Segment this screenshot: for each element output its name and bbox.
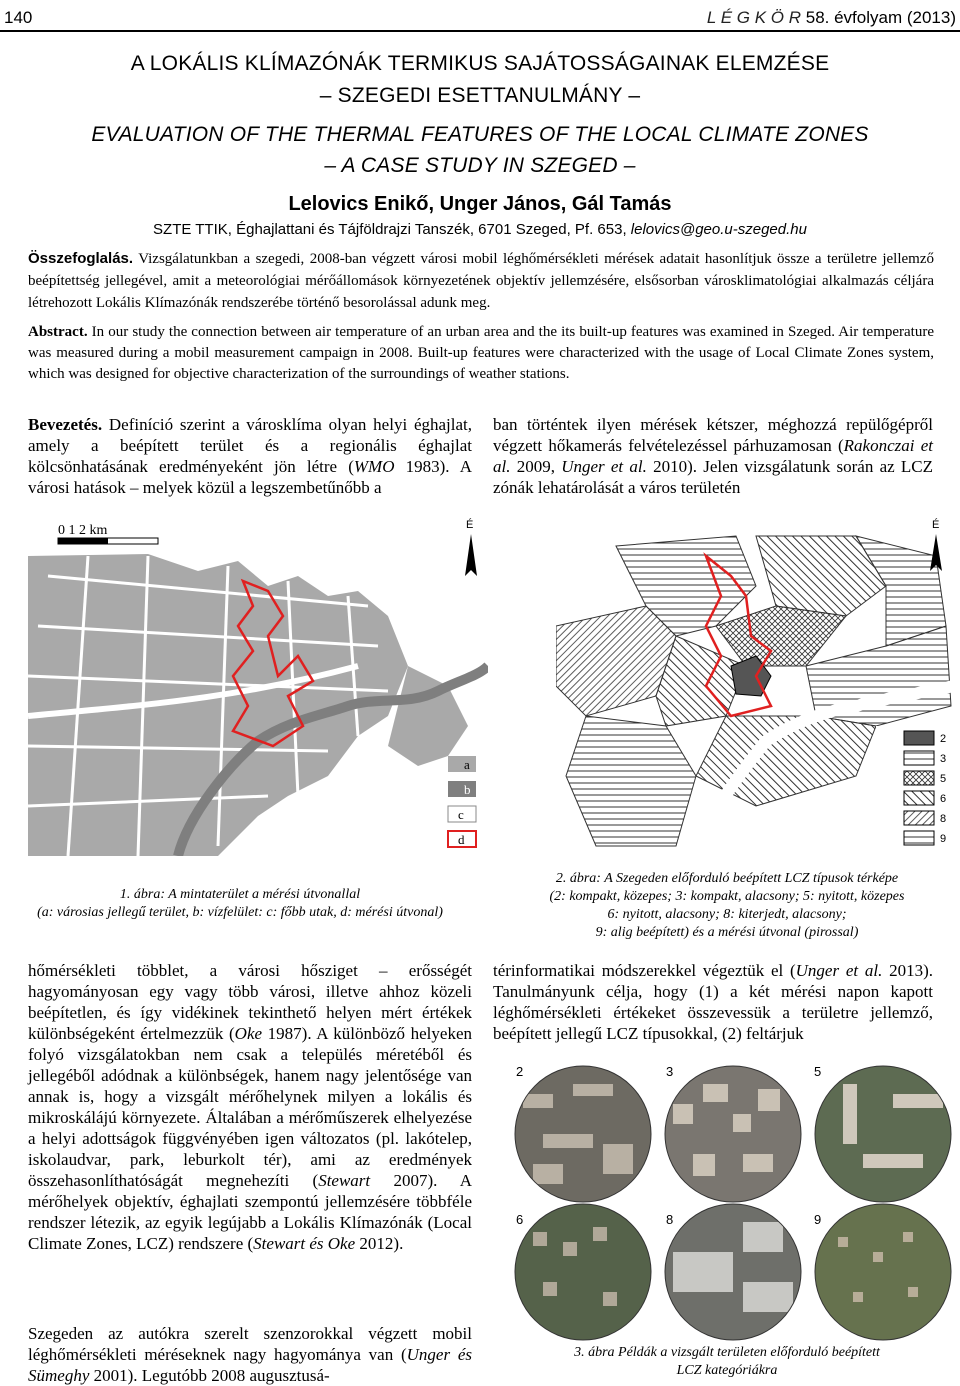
legend-6: 6 [940,793,947,805]
body-left-paragraph-2 [28,1323,472,1386]
page-number: 140 [4,8,33,27]
legend-a: a [464,757,470,772]
figure-3-caption-line1: 3. ábra Példák a vizsgált területen előforduló beépített [574,1345,880,1360]
intro-right-paragraph [493,414,933,498]
north-label: É [932,519,940,531]
body-right-text: térinformatikai módszerekkel végeztük el ( [493,961,796,980]
citation-unger: Unger et al. [561,457,647,476]
authors: Lelovics Enikő, Unger János, Gál Tamás [288,193,672,215]
abstract-heading: Abstract. [28,324,88,340]
intro-right-text-1: ban történtek ilyen mérések kétszer, méghozzá repülőgépről végzett hőkamerás felvételezéssel párhuzamosan ( [493,415,933,455]
citation-wmo: WMO [353,457,395,476]
citation-unger-2013: Unger et al. [795,961,883,980]
figure-2-caption-line2: (2: kompakt, közepes; 3: kompakt, alacsony; 5: nyitott, közepes [549,889,905,904]
figure-1-svg [28,516,488,856]
figure-1-caption [0,886,480,922]
email-link[interactable]: lelovics@geo.u-szeged.hu [630,221,807,238]
legend-9: 9 [940,833,947,845]
legend-8: 8 [940,813,947,825]
photo-label-9: 9 [814,1212,822,1227]
journal-volume: 58. évfolyam (2013) [805,8,956,27]
scale-bar-label: 0 1 2 km [58,523,108,538]
photo-label-5: 5 [814,1064,822,1079]
summary-paragraph [28,248,934,314]
intro-right-text-3: 2010). Jelen vizsgálatunk során az LCZ zónák lehatárolását a város területén [493,457,933,497]
journal-info [707,8,956,28]
body-left-text: 1987). A különböző helyeken folyó vizsgálatokban nem csak a település méretéből és jellegéből adódnak a különbségek, hanem nagy jelentősége van annak is, hogy a vizsgált mérőhelynek milyen a lokális és mikroskálájú környezete. Általában a mérőműszerek elhelyezése a helyi adottságok függvényében igen változatos (pl. lakótelep, iskolaudvar, park, leburkolt tér), ami az eredmények összehasonlíthatóságát megnehezíti ( [28,1024,472,1190]
intro-left-paragraph [28,414,472,498]
figure-2-caption [494,870,960,942]
figure-2-caption-line3: 6: nyitott, alacsony; 8: kiterjedt, alacsony; [607,907,847,922]
photo-label-3: 3 [666,1064,674,1079]
intro-left-text-2: 1983). A városi hatások – melyek közül a legszembetűnőbb a [28,457,473,497]
figure-2-map [556,516,954,856]
citation-stewart: Stewart [318,1171,371,1190]
figure-3-svg [508,1062,960,1344]
summary-text: Vizsgálatunkban a szegedi, 2008-ban végzett városi mobil léghőmérsékleti mérések adatait hasonlítjuk össze a területre jellemző beépítettség jellegével, amit a meteorológiai mérőállomások környezetének objektív jellemzésére, elsősorban városklimatológiai alkalmazás céljára létrehozott Lokális Klímazónák rendszerébe történő besorolással adunk meg. [28,251,934,311]
intro-right-text-2: 2009, [510,457,562,476]
journal-name: L É G K Ö R [706,8,802,27]
affiliation-text: SZTE TTIK, Éghajlattani és Tájföldrajzi Tanszék, 6701 Szeged, Pf. 653, [153,221,627,238]
citation-oke: Oke [234,1024,263,1043]
figure-1-caption-line1: 1. ábra: A mintaterület a mérési útvonallal [119,887,361,902]
intro-left-text-1: Definíció szerint a városklíma olyan helyi éghajlat, amely a beépített terület és a regionális éghajlat kölcsönhatásának eredményeként jön létre ( [28,415,473,476]
summary-heading: Összefoglalás. [28,250,134,267]
legend-5: 5 [940,773,947,785]
body-left-text: Szegeden az autókra szerelt szenzorokkal végzett mobil léghőmérsékleti méréseknek nagy hagyománya van ( [28,1324,472,1364]
title-en-line1: EVALUATION OF THE THERMAL FEATURES OF THE LOCAL CLIMATE ZONES [91,123,869,146]
figure-2-legend [876,726,954,854]
body-left-text: 2001). Legutóbb 2008 augusztusá- [89,1366,330,1385]
legend-3: 3 [940,753,947,765]
body-left-paragraph-1 [28,960,472,1254]
abstract-paragraph [28,322,934,385]
figure-3-caption-line2: LCZ kategóriákra [676,1363,778,1378]
photo-label-2: 2 [516,1064,524,1079]
figure-2-svg [556,516,954,856]
title-hu-line2: – SZEGEDI ESETTANULMÁNY – [319,84,641,107]
title-en-line2: – A CASE STUDY IN SZEGED – [324,154,636,177]
legend-b: b [464,782,471,797]
figure-2-caption-line4: 9: alig beépített) és a mérési útvonal (pirossal) [595,925,859,940]
body-left-text: 2007). A mérőhelyek objektív, éghajlati szempontú jellemzésére többféle rendszer létezik, az egyik legújabb a Lokális Klímazónák (Local Climate Zones, LCZ) rendszere ( [28,1171,473,1253]
photo-label-8: 8 [666,1212,674,1227]
abstract-text: In our study the connection between air temperature of an urban area and the its built-up features was examined in Szeged. Air temperature was measured during a mobil measurement campaign in 2008. Built-up features were characterized with the usage of Local Climate Zones system, which was designed for objective characterization of the surroundings of weather stations. [28,324,935,382]
legend-d: d [458,832,465,847]
citation-unger-sumeghy: Unger és Sümeghy [28,1345,472,1385]
figure-1-caption-line2: (a: városias jellegű terület, b: vízfelület: c: főbb utak, d: mérési útvonal) [37,905,443,920]
body-left-text: 2012). [355,1234,404,1253]
running-header [0,6,960,32]
north-label: É [466,519,474,531]
figure-3-photos [508,1062,960,1344]
figure-2-caption-line1: 2. ábra: A Szegeden előforduló beépített LCZ típusok térképe [555,871,899,886]
photo-label-6: 6 [516,1212,524,1227]
legend-2: 2 [940,733,947,745]
citation-stewart-oke: Stewart és Oke [253,1234,356,1253]
title-hu-line1: A LOKÁLIS KLÍMAZÓNÁK TERMIKUS SAJÁTOSSÁGAINAK ELEMZÉSE [130,52,830,75]
body-left-text: hőmérsékleti többlet, a városi hősziget – erősségét hagyományosan egy vagy több városi, illetve ahhoz közeli beépítetlen, és így vidékinek tekinthető helyen mért értékek különbségeként értelmezzük ( [28,961,472,1043]
affiliation [0,221,960,238]
body-right-paragraph [493,960,933,1044]
legend-c: c [458,807,464,822]
figure-3-caption [494,1344,960,1380]
intro-heading: Bevezetés. [28,415,103,434]
figure-1-map [28,516,488,856]
citation-rakonczai: Rakonczai et al. [493,436,933,476]
body-right-text: 2013). Tanulmányunk célja, hogy (1) a két mérési napon kapott léghőmérsékleti értékeket összevessük a területre jellemző, beépített jellegű LCZ típusokkal, (2) feltárjuk [493,961,934,1043]
